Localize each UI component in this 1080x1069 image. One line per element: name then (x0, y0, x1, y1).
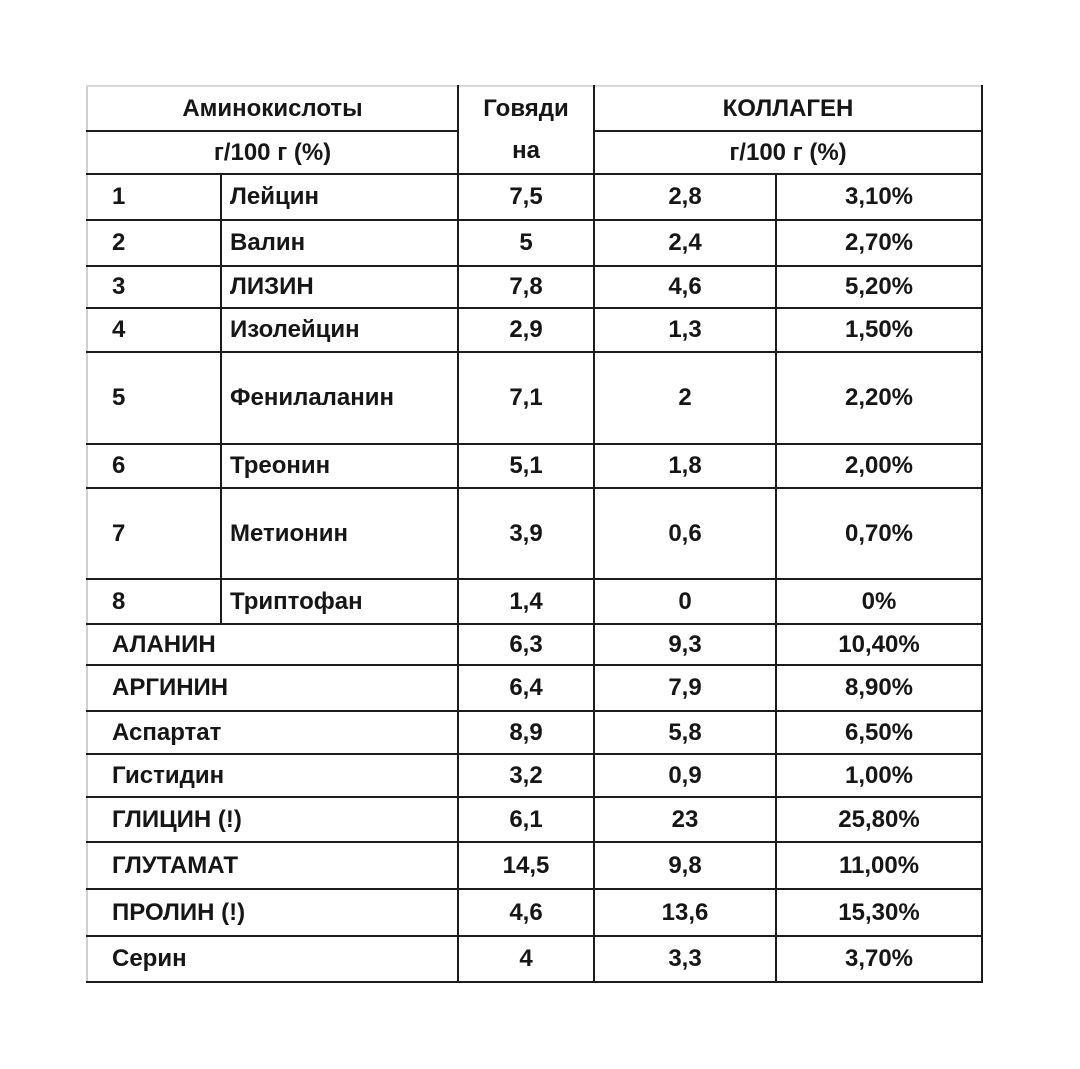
collagen-percent: 5,20% (776, 266, 982, 308)
collagen-percent: 8,90% (776, 665, 982, 711)
row-number: 4 (87, 308, 221, 352)
amino-name: Триптофан (221, 579, 458, 624)
collagen-grams: 1,8 (594, 444, 776, 488)
beef-value: 4 (458, 936, 594, 982)
beef-value: 7,1 (458, 352, 594, 444)
collagen-header: КОЛЛАГЕН (594, 86, 982, 131)
beef-value: 6,3 (458, 624, 594, 665)
collagen-grams: 9,3 (594, 624, 776, 665)
collagen-percent: 3,70% (776, 936, 982, 982)
collagen-grams: 0,9 (594, 754, 776, 797)
collagen-percent: 25,80% (776, 797, 982, 842)
amino-name: Лейцин (221, 174, 458, 220)
beef-value: 8,9 (458, 711, 594, 754)
beef-value: 2,9 (458, 308, 594, 352)
table-row (87, 488, 982, 579)
beef-value: 1,4 (458, 579, 594, 624)
collagen-percent: 1,00% (776, 754, 982, 797)
amino-name: Изолейцин (221, 308, 458, 352)
amino-name: Серин (87, 936, 458, 982)
beef-value: 3,2 (458, 754, 594, 797)
beef-header-line2: на (512, 137, 540, 164)
collagen-grams: 3,3 (594, 936, 776, 982)
collagen-grams: 2,8 (594, 174, 776, 220)
table-row (87, 797, 982, 842)
row-number: 3 (87, 266, 221, 308)
collagen-percent: 0,70% (776, 488, 982, 579)
amino-name: Метионин (221, 488, 458, 579)
row-number: 8 (87, 579, 221, 624)
amino-name: ЛИЗИН (221, 266, 458, 308)
table-row (87, 842, 982, 889)
amino-acid-table (86, 85, 983, 983)
table-row (87, 624, 982, 665)
table-row (87, 711, 982, 754)
beef-value: 6,4 (458, 665, 594, 711)
collagen-grams: 4,6 (594, 266, 776, 308)
collagen-percent: 11,00% (776, 842, 982, 889)
table-row (87, 444, 982, 488)
beef-value: 5 (458, 220, 594, 266)
collagen-percent: 1,50% (776, 308, 982, 352)
collagen-percent: 15,30% (776, 889, 982, 936)
header-row-1 (87, 86, 982, 131)
beef-value: 7,8 (458, 266, 594, 308)
collagen-grams: 23 (594, 797, 776, 842)
amino-name: Валин (221, 220, 458, 266)
amino-name: Фенилаланин (221, 352, 458, 444)
collagen-grams: 5,8 (594, 711, 776, 754)
amino-name: ПРОЛИН (!) (87, 889, 458, 936)
row-number: 6 (87, 444, 221, 488)
beef-header (458, 86, 594, 174)
amino-name: ГЛИЦИН (!) (87, 797, 458, 842)
collagen-grams: 1,3 (594, 308, 776, 352)
table-row (87, 579, 982, 624)
collagen-grams: 0,6 (594, 488, 776, 579)
row-number: 5 (87, 352, 221, 444)
table-row (87, 352, 982, 444)
beef-value: 6,1 (458, 797, 594, 842)
collagen-percent: 0% (776, 579, 982, 624)
amino-name: Аспартат (87, 711, 458, 754)
amino-name: АЛАНИН (87, 624, 458, 665)
amino-name: Треонин (221, 444, 458, 488)
beef-value: 4,6 (458, 889, 594, 936)
table-row (87, 266, 982, 308)
table-row (87, 308, 982, 352)
collagen-percent: 2,70% (776, 220, 982, 266)
table-row (87, 220, 982, 266)
collagen-grams: 0 (594, 579, 776, 624)
beef-header-line1: Говяди (483, 95, 569, 122)
collagen-percent: 6,50% (776, 711, 982, 754)
collagen-grams: 13,6 (594, 889, 776, 936)
collagen-grams: 9,8 (594, 842, 776, 889)
beef-value: 7,5 (458, 174, 594, 220)
collagen-grams: 7,9 (594, 665, 776, 711)
table-row (87, 174, 982, 220)
beef-value: 5,1 (458, 444, 594, 488)
amino-unit-header: г/100 г (%) (87, 131, 458, 174)
amino-acids-header: Аминокислоты (87, 86, 458, 131)
beef-value: 14,5 (458, 842, 594, 889)
amino-name: АРГИНИН (87, 665, 458, 711)
collagen-grams: 2,4 (594, 220, 776, 266)
table-row (87, 889, 982, 936)
row-number: 2 (87, 220, 221, 266)
collagen-percent: 2,20% (776, 352, 982, 444)
collagen-unit-header: г/100 г (%) (594, 131, 982, 174)
row-number: 7 (87, 488, 221, 579)
collagen-percent: 2,00% (776, 444, 982, 488)
table-row (87, 665, 982, 711)
amino-name: ГЛУТАМАТ (87, 842, 458, 889)
collagen-percent: 3,10% (776, 174, 982, 220)
beef-value: 3,9 (458, 488, 594, 579)
table-row (87, 754, 982, 797)
table-row (87, 936, 982, 982)
collagen-percent: 10,40% (776, 624, 982, 665)
row-number: 1 (87, 174, 221, 220)
collagen-grams: 2 (594, 352, 776, 444)
amino-name: Гистидин (87, 754, 458, 797)
